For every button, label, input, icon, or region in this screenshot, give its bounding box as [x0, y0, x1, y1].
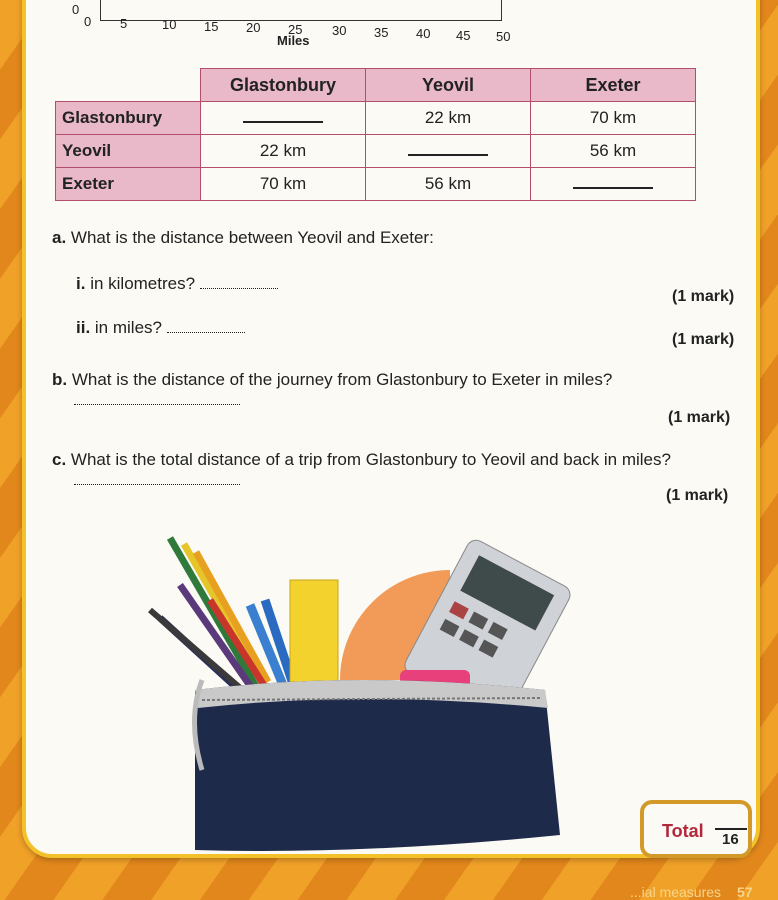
x-tick-label: 10 — [162, 17, 177, 32]
x-tick-label: 20 — [246, 20, 261, 35]
question-letter: b. — [52, 370, 68, 389]
question-a — [52, 228, 434, 248]
column-header-exeter: Exeter — [531, 69, 696, 102]
x-tick-label: 25 — [288, 21, 303, 37]
table-cell: 70 km — [531, 102, 696, 135]
x-tick-label: 45 — [456, 27, 471, 43]
mark-label: (1 mark) — [672, 331, 735, 348]
answer-line[interactable] — [167, 332, 245, 333]
table-cell: 70 km — [201, 168, 366, 201]
row-header-exeter: Exeter — [56, 168, 201, 201]
mark-label: (1 mark) — [666, 487, 729, 504]
blank-dash — [243, 111, 323, 123]
table-cell — [201, 102, 366, 135]
pencils-icon — [150, 538, 295, 705]
pencil-case-icon — [195, 680, 560, 851]
answer-line[interactable] — [74, 484, 240, 485]
table-cell: 22 km — [201, 135, 366, 168]
question-sub-label: i. — [76, 274, 86, 293]
table-header-row — [56, 69, 696, 102]
mark-label: (1 mark) — [672, 288, 735, 305]
mark-label: (1 mark) — [668, 409, 731, 426]
question-text: What is the distance of the journey from Glastonbury to Exeter in miles? — [71, 370, 613, 389]
distance-table — [55, 68, 696, 201]
answer-line[interactable] — [74, 404, 240, 405]
y-axis-zero-label: 0 — [72, 2, 80, 17]
table-cell: 56 km — [531, 135, 696, 168]
x-tick-label: 30 — [332, 23, 347, 38]
question-a-ii — [76, 318, 245, 338]
question-a-i — [76, 274, 278, 294]
table-cell — [366, 135, 531, 168]
table-cell: 22 km — [366, 102, 531, 135]
row-header-glastonbury: Glastonbury — [56, 102, 201, 135]
row-header-yeovil: Yeovil — [56, 135, 201, 168]
question-text: in kilometres? — [90, 274, 196, 293]
blank-dash — [408, 144, 488, 156]
chart-plot-area — [100, 0, 502, 21]
x-axis-label: Miles — [277, 33, 310, 48]
x-tick-label: 0 — [84, 14, 92, 29]
table-cell: 56 km — [366, 168, 531, 201]
table-row — [56, 102, 696, 135]
pencil-case-illustration — [140, 530, 580, 860]
table-row — [56, 135, 696, 168]
page-number: 57 — [737, 884, 753, 900]
footer-section: ...ial measures — [630, 884, 722, 900]
question-letter: a. — [52, 228, 67, 247]
x-tick-label: 5 — [120, 15, 128, 31]
question-text: What is the total distance of a trip from Glastonbury to Yeovil and back in miles? — [70, 450, 671, 469]
table-corner — [56, 69, 201, 102]
blank-dash — [573, 177, 653, 189]
question-text: in miles? — [94, 318, 162, 337]
question-sub-label: ii. — [76, 318, 91, 337]
x-tick-label: 50 — [496, 29, 511, 44]
question-c — [52, 450, 671, 470]
total-denominator: 16 — [722, 831, 739, 848]
total-fraction-line — [715, 828, 747, 830]
x-tick-label: 40 — [416, 26, 431, 41]
table-cell — [531, 168, 696, 201]
question-b — [52, 370, 612, 390]
total-label: Total — [662, 821, 704, 841]
column-header-glastonbury: Glastonbury — [201, 69, 366, 102]
x-tick-label: 35 — [374, 24, 389, 40]
question-letter: c. — [52, 450, 67, 469]
column-header-yeovil: Yeovil — [366, 69, 531, 102]
question-text: What is the distance between Yeovil and Exeter: — [70, 228, 434, 247]
x-tick-label: 15 — [204, 18, 219, 34]
table-row — [56, 168, 696, 201]
answer-line[interactable] — [200, 288, 278, 289]
